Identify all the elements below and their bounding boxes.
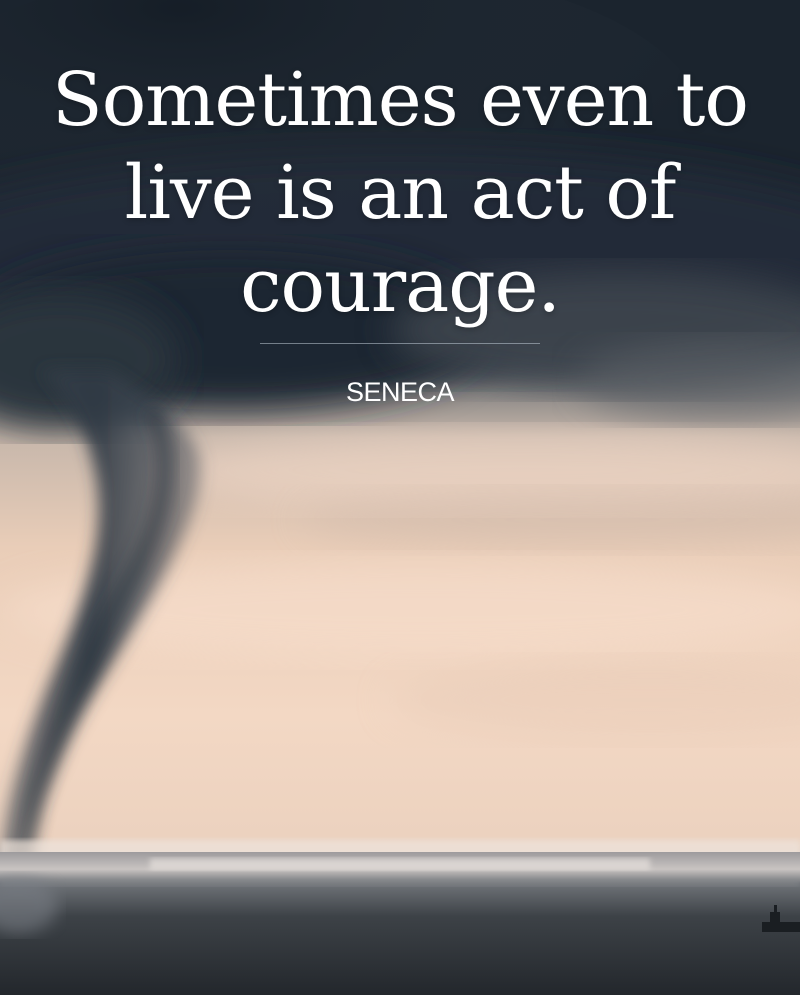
quote-text: Sometimes even to live is an act of courage. [52,57,748,329]
divider-line [260,343,540,344]
quote-author: SENECA [345,377,455,407]
